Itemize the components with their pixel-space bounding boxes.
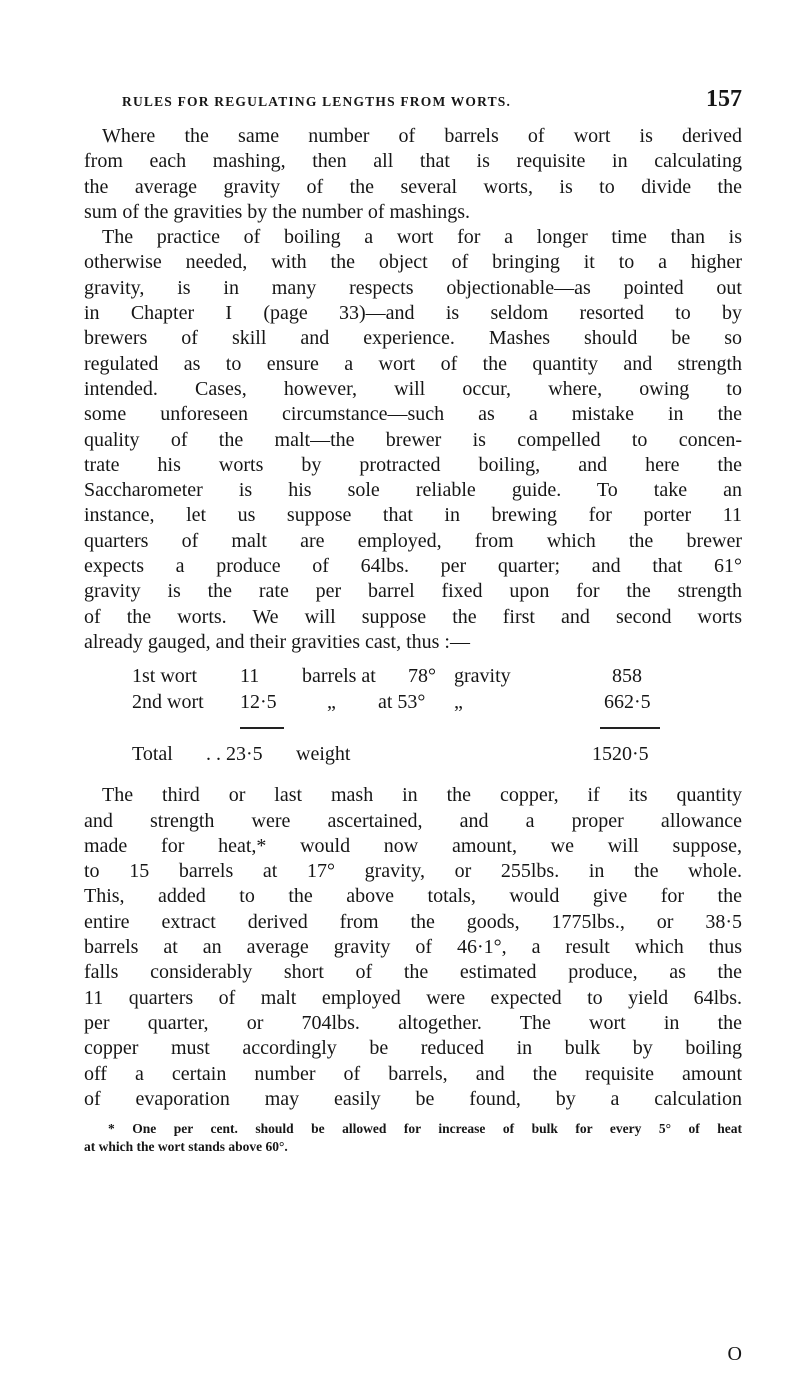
page-body (84, 124, 742, 1156)
row-unit: „ (327, 691, 336, 714)
text-line: and strength were ascertained, and a proper allowance (84, 809, 742, 832)
row-label: 1st wort (132, 665, 197, 688)
row-gravity: 78° (408, 665, 436, 688)
row-unit: barrels at (302, 665, 376, 688)
page-header (122, 88, 742, 114)
table-row (84, 665, 742, 691)
text-line: in Chapter I (page 33)—and is seldom resorted to by (84, 302, 742, 325)
text-line: copper must accordingly be reduced in bulk by boiling (84, 1037, 742, 1060)
text-line: quality of the malt—the brewer is compelled to concen- (84, 428, 742, 451)
row-gravity-word: „ (454, 691, 463, 714)
text-line: some unforeseen circumstance—such as a mistake in the (84, 403, 742, 426)
text-line: gravity, is in many respects objectionable—as pointed out (84, 276, 742, 299)
text-line: instance, let us suppose that in brewing for porter 11 (84, 504, 742, 527)
footnote-line: at which the wort stands above 60°. (84, 1139, 288, 1155)
row-qty: 11 (240, 665, 260, 688)
text-line: The practice of boiling a wort for a longer time than is (102, 226, 742, 249)
text-line: otherwise needed, with the object of bringing it to a higher (84, 251, 742, 274)
text-line: intended. Cases, however, will occur, where, owing to (84, 377, 742, 400)
text-line: the average gravity of the several worts, is to divide the (84, 175, 742, 198)
text-line: gravity is the rate per barrel fixed upon for the strength (84, 580, 742, 603)
text-line: Saccharometer is his sole reliable guide. To take an (84, 479, 742, 502)
text-line: trate his worts by protracted boiling, and here the (84, 453, 742, 476)
row-label: 2nd wort (132, 691, 204, 714)
sum-rule (600, 727, 660, 729)
text-line: falls considerably short of the estimated produce, as the (84, 961, 742, 984)
row-gravity-word: gravity (454, 665, 511, 688)
text-line: regulated as to ensure a wort of the quantity and strength (84, 352, 742, 375)
text-line: of evaporation may easily be found, by a calculation (84, 1087, 742, 1110)
table-total-row (84, 743, 742, 769)
wort-gravity-table (84, 655, 742, 805)
row-weight: 662·5 (604, 691, 651, 714)
total-label: Total (132, 743, 173, 766)
text-line: expects a produce of 64lbs. per quarter; and that 61° (84, 555, 742, 578)
text-line: The third or last mash in the copper, if its quantity (102, 784, 742, 807)
signature-mark: O (727, 1343, 742, 1365)
text-line: from each mashing, then all that is requisite in calculating (84, 150, 742, 173)
text-line: off a certain number of barrels, and the requisite amount (84, 1062, 742, 1085)
text-line: quarters of malt are employed, from which the brewer (84, 529, 742, 552)
text-line: per quarter, or 704lbs. altogether. The wort in the (84, 1011, 742, 1034)
text-line: This, added to the above totals, would give for the (84, 885, 742, 908)
page-number: 157 (706, 86, 742, 112)
footnote (84, 1120, 742, 1156)
sum-rule (240, 727, 284, 729)
text-line: already gauged, and their gravities cast, thus :— (84, 630, 470, 653)
text-line: sum of the gravities by the number of mashings. (84, 200, 471, 223)
text-line: to 15 barrels at 17° gravity, or 255lbs. in the whole. (84, 860, 742, 883)
total-qty: . . 23·5 (206, 743, 263, 766)
row-gravity: at 53° (378, 691, 426, 714)
text-line: brewers of skill and experience. Mashes should be so (84, 327, 742, 350)
total-unit: weight (296, 743, 351, 766)
paragraph-3 (84, 783, 742, 1112)
running-head: RULES FOR REGULATING LENGTHS FROM WORTS. (122, 94, 512, 109)
paragraph-1 (84, 124, 742, 225)
row-weight: 858 (612, 665, 642, 688)
table-row (84, 691, 742, 717)
text-line: of the worts. We will suppose the first and second worts (84, 605, 742, 628)
total-weight: 1520·5 (592, 743, 649, 766)
text-line: 11 quarters of malt employed were expected to yield 64lbs. (84, 986, 742, 1009)
text-line: made for heat,* would now amount, we will suppose, (84, 834, 742, 857)
footnote-line: * One per cent. should be allowed for increase of bulk for every 5° of heat (108, 1121, 742, 1137)
paragraph-2 (84, 225, 742, 655)
text-line: barrels at an average gravity of 46·1°, a result which thus (84, 936, 742, 959)
text-line: Where the same number of barrels of wort is derived (102, 125, 742, 147)
row-qty: 12·5 (240, 691, 277, 714)
text-line: entire extract derived from the goods, 1775lbs., or 38·5 (84, 910, 742, 933)
